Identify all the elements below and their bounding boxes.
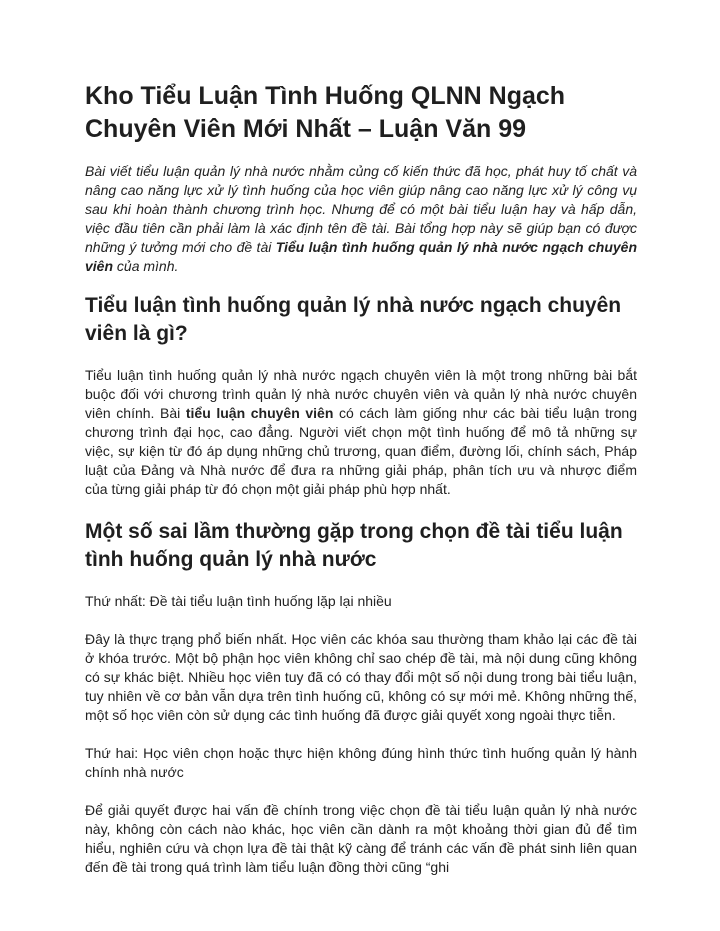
second-mistake-body: Để giải quyết được hai vấn đề chính trong việc chọn đề tài tiểu luận quản lý nhà nước này, không còn cách nào khác, học viên cần dành ra một khoảng thời gian đủ để tìm hiểu, nghiên cứu và chọn lựa đề tài thật kỹ càng để tránh các vấn đề phát sinh liên quan đến đề tài trong quá trình làm tiểu luận đồng thời cũng “ghi bbox=[85, 802, 637, 875]
section1-text-after: có cách làm giống như các bài tiểu luận trong chương trình đại học, cao đẳng. Người viết chọn một tình huống để mô tả những sự việc, sự kiện từ đó áp dụng những chủ trương, quan điểm, đường lối, chính sách, Pháp luật của Đảng và Nhà nước để đưa ra những giải pháp, phân tích ưu và nhược điểm của từng giải pháp từ đó chọn một giải pháp phù hợp nhất. bbox=[85, 405, 637, 497]
intro-paragraph bbox=[85, 162, 637, 276]
section1-text-before: Tiểu luận tình huống quản lý nhà nước ngạch chuyên viên là một trong những bài bắt buộc đối với chương trình quản lý nhà nước chuyên viên và quản lý nhà nước chuyên viên chính. Bài bbox=[85, 367, 637, 421]
page-title: Kho Tiểu Luận Tình Huống QLNN Ngạch Chuyên Viên Mới Nhất – Luận Văn 99 bbox=[85, 82, 566, 143]
intro-text-before: Bài viết tiểu luận quản lý nhà nước nhằm củng cố kiến thức đã học, phát huy tố chất và nâng cao năng lực xử lý tình huống của học viên giúp nâng cao năng lực xử lý công vụ sau khi hoàn thành chương trình học. Nhưng để có một bài tiểu luận hay và hấp dẫn, việc đầu tiên cần phải làm là xác định tên đề tài. Bài tổng hợp này sẽ giúp bạn có được những ý tưởng mới cho đề tài bbox=[85, 163, 637, 255]
section1-bold-keyword: tiểu luận chuyên viên bbox=[185, 405, 334, 421]
first-mistake-label: Thứ nhất: Đề tài tiểu luận tình huống lặp lại nhiều bbox=[85, 593, 392, 609]
section1-heading: Tiểu luận tình huống quản lý nhà nước ngạch chuyên viên là gì? bbox=[85, 294, 622, 345]
second-mistake-label: Thứ hai: Học viên chọn hoặc thực hiện không đúng hình thức tình huống quản lý hành chính nhà nước bbox=[85, 745, 637, 780]
document-page bbox=[85, 80, 637, 896]
first-mistake-body: Đây là thực trạng phổ biến nhất. Học viên các khóa sau thường tham khảo lại các đề tài ở khóa trước. Một bộ phận học viên không chỉ sao chép đề tài, mà nội dung cũng không có sự khác biệt. Nhiều học viên tuy đã có có thay đổi một số nội dung trong bài tiểu luận, tuy nhiên về cơ bản vẫn dựa trên tình huống cũ, không có sự mới mẻ. Không những thế, một số học viên còn sử dụng các tình huống đã được giải quyết xong ngoài thực tiễn. bbox=[85, 631, 637, 723]
section2-heading: Một số sai lầm thường gặp trong chọn đề tài tiểu luận tình huống quản lý nhà nước bbox=[85, 520, 623, 571]
intro-bold-keyword: Tiểu luận tình huống quản lý nhà nước ngạch chuyên viên bbox=[85, 239, 637, 274]
section1-paragraph bbox=[85, 366, 637, 499]
intro-text-after: của mình. bbox=[113, 258, 179, 274]
